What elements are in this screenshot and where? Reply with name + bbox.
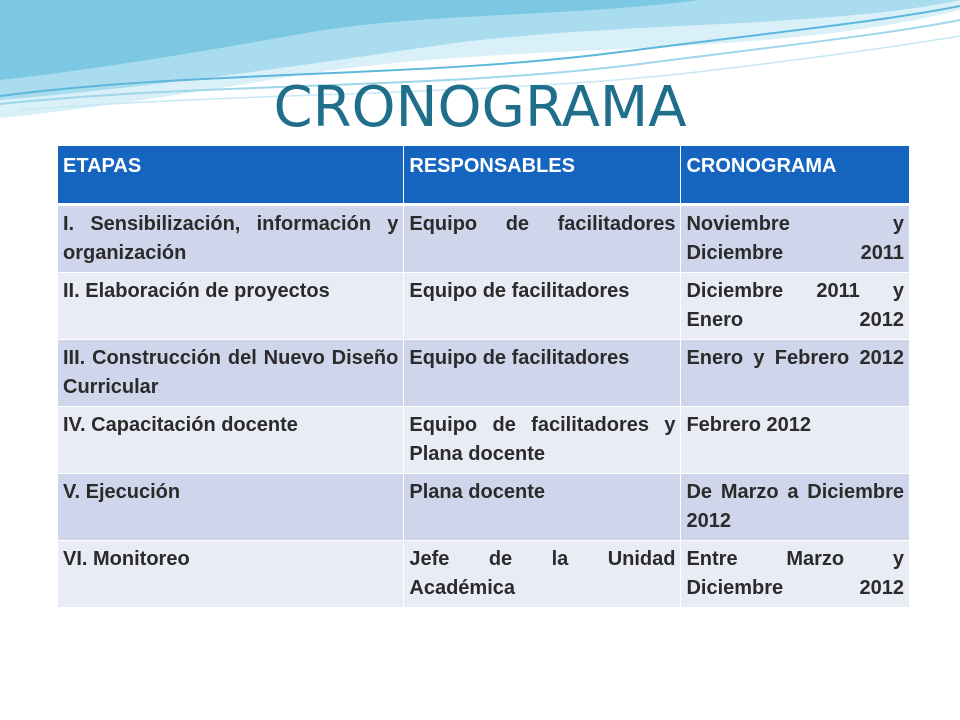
cell-etapa: V. Ejecución (58, 474, 404, 541)
table-row (58, 407, 910, 474)
header-etapas: ETAPAS (58, 146, 404, 205)
header-cronograma: CRONOGRAMA (681, 146, 910, 205)
cell-etapa: VI. Monitoreo (58, 541, 404, 608)
header-responsables: RESPONSABLES (404, 146, 681, 205)
cell-responsables: Equipo de facilitadores (404, 205, 681, 273)
cell-responsables: Plana docente (404, 474, 681, 541)
cell-etapa: I. Sensibilización, información y organización (58, 205, 404, 273)
slide-title: CRONOGRAMA (273, 75, 687, 140)
cell-responsables: Equipo de facilitadores y Plana docente (404, 407, 681, 474)
table-row (58, 541, 910, 608)
table-row (58, 474, 910, 541)
cell-responsables: Jefe de la Unidad Académica (404, 541, 681, 608)
table-row (58, 340, 910, 407)
table-row (58, 205, 910, 273)
cell-etapa: IV. Capacitación docente (58, 407, 404, 474)
cell-etapa: II. Elaboración de proyectos (58, 273, 404, 340)
table-row (58, 273, 910, 340)
cell-cronograma: De Marzo a Diciembre 2012 (681, 474, 910, 541)
cell-cronograma: Enero y Febrero 2012 (681, 340, 910, 407)
cell-cronograma: Febrero 2012 (681, 407, 910, 474)
table-header-row (58, 146, 910, 205)
cell-etapa: III. Construcción del Nuevo Diseño Curricular (58, 340, 404, 407)
cell-responsables: Equipo de facilitadores (404, 273, 681, 340)
schedule-table (57, 145, 910, 608)
cell-cronograma: Noviembre y Diciembre 2011 (681, 205, 910, 273)
cell-cronograma: Entre Marzo y Diciembre 2012 (681, 541, 910, 608)
cell-responsables: Equipo de facilitadores (404, 340, 681, 407)
cell-cronograma: Diciembre 2011 y Enero 2012 (681, 273, 910, 340)
